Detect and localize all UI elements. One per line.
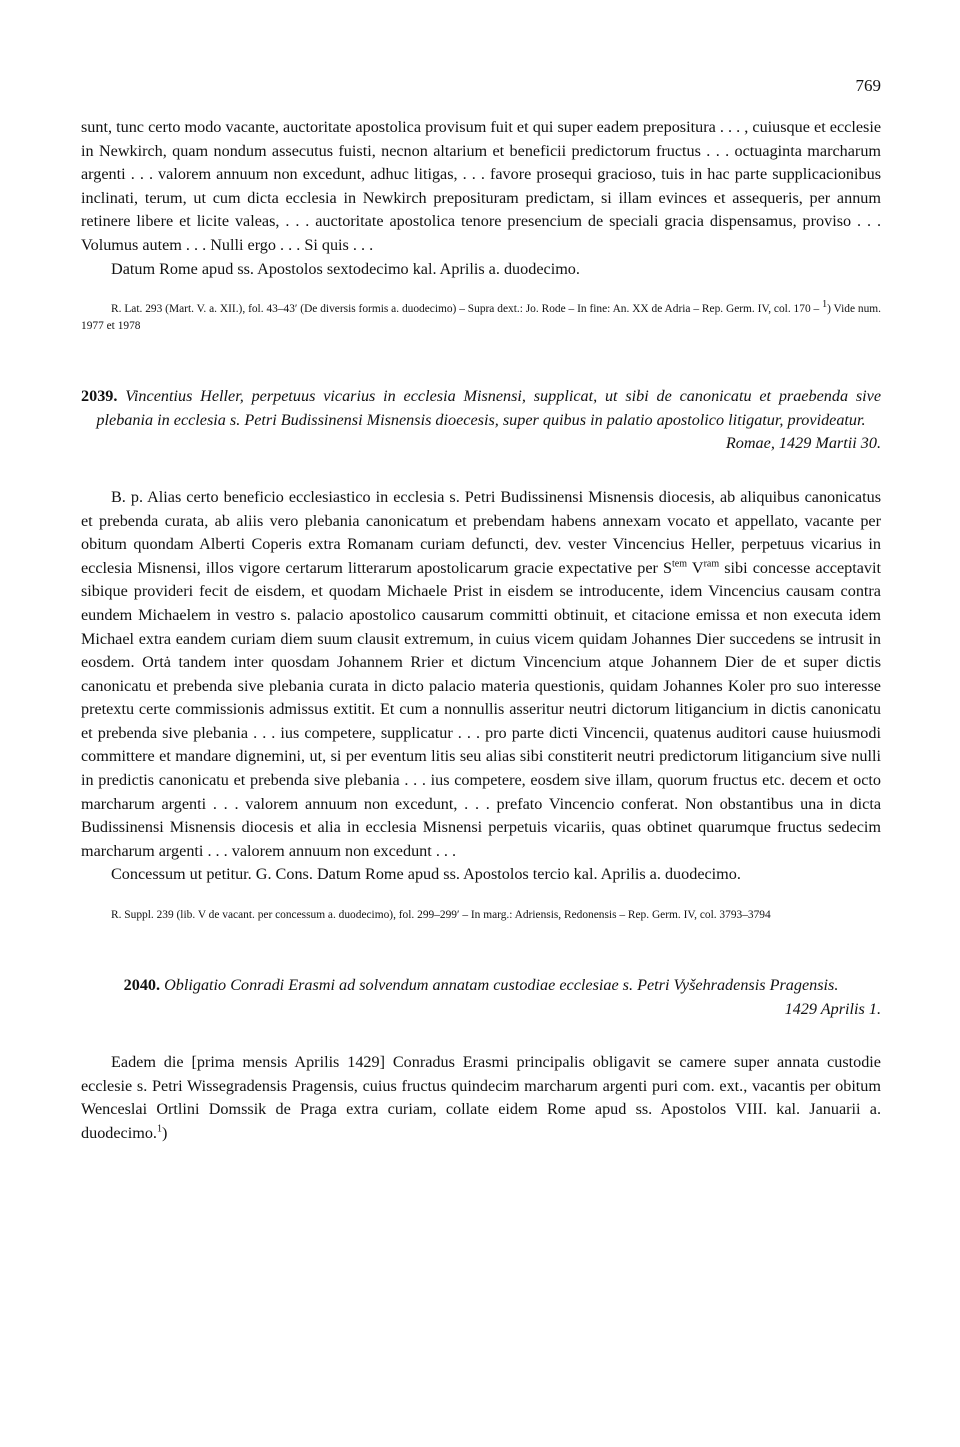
body-part-1: B. p. Alias certo beneficio ecclesiastico in ecclesia s. Petri Budissinensi Misnensis diocesis, ab aliquibus canonicatus et prebenda curata, ab aliis vero plebania canonicatum et prebendam habens annexam vocato et appellato, vacante per obitum quondam Alberti Coperis extra Romanam curiam defuncti, dev. vester Vincencius Heller, perpetuus vicarius in ecclesia Misnensi, illos vigore certarum litterarum apostolicarum gracie expectative per S [81,487,881,577]
entry-body [81,1051,881,1145]
footnote-ref-mark: 1 [156,1123,162,1135]
body-mid: V [687,558,704,577]
entry-2039 [81,385,881,924]
entry-heading [81,974,881,998]
entry-date: 1429 Aprilis 1. [784,999,881,1018]
entry-date: Romae, 1429 Martii 30. [725,434,881,453]
page-number: 769 [855,76,881,95]
footnote-ref-mark: 1 [822,299,828,311]
entry-body [81,486,881,864]
document-page [81,76,881,1146]
continuation-text: sunt, tunc certo modo vacante, auctoritate apostolica provisum fuit et qui super eadem prepositura . . . , cuiusque et ecclesie in Newkirch, quam nondum assecutus fuisti, necnon altarium et beneficii predictorum fructus . . . octuaginta marcharum argenti . . . valorem annuum non excedunt, adhuc litigas, . . . favore prosequi gracioso, tuis in hac parte supplicacionibus inclinati, terum, ut cum dicta ecclesia in Newkirch preposituram predictam, si illam evinces et assequeris, per annum retinere libere et licite valeas, . . . auctoritate apostolica tenore presencium de speciali gracia dispensamus, proviso . . . Volumus autem . . . Nulli ergo . . . Si quis . . . [81,118,881,254]
entry-summary: Vincentius Heller, perpetuus vicarius in ecclesia Misnensi, supplicat, ut sibi de canonicatu et praebenda sive plebania in ecclesia s. Petri Budissinensi Misnensis dioecesis, super quibus in palatio apostolico litigatur, provideatur. [96,387,882,429]
footnote-ref-tail: ) [161,1124,168,1142]
entry-dateline: Concessum ut petitur. G. Cons. Datum Rome apud ss. Apostolos tercio kal. Aprilis a. duodecimo. [111,865,741,884]
entry-heading [81,385,881,432]
continuation-section [81,116,881,335]
entry-number: 2039. [81,387,118,406]
footnote-text: R. Suppl. 239 (lib. V de vacant. per concessum a. duodecimo), fol. 299–299′ – In marg.: Adriensis, Redonensis – Rep. Germ. IV, col. 3793–3794 [111,909,771,922]
continuation-dateline: Datum Rome apud ss. Apostolos sextodecimo kal. Aprilis a. duodecimo. [111,259,580,278]
body-text: Eadem die [prima mensis Aprilis 1429] Conradus Erasmi principalis obligavit se camere super annata custodie ecclesie s. Petri Wissegradensis Pragensis, cuius fructus quindecim marcharum argenti puri com. ext., vacantis per obitum Wenceslai Ortlini Domssik de Praga extra curiam, collate eidem Rome apud ss. Apostolos VIII. kal. Januarii a. duodecimo. [81,1053,881,1142]
entry-footnote [81,907,881,924]
footnote-text: R. Lat. 293 (Mart. V. a. XII.), fol. 43–43′ (De diversis formis a. duodecimo) – Supra dext.: Jo. Rode – In fine: An. XX de Adria – Rep. Germ. IV, col. 170 – [111,303,823,316]
footnote-ref-tail: ) Vide num. 1977 et 1978 [81,303,881,333]
continuation-footnote [81,301,881,335]
entry-number: 2040. [123,976,161,995]
body-part-2: sibi concesse acceptavit sibique provideri fecit de eisdem, et quodam Michaele Prist in eisdem se introducente, idem Vincencius causam contra eundem Michaelem in vestro s. palacio apostolico causarum committi obtinuit, et citacione emissa et non executa idem Michael extra eandem curiam diem suum clausit extremum, in cuius vicem quidam Johannes Dier succedens se intrusit in eosdem. Ortȧ tandem inter quosdam Johannem Rrier et dictum Vincencium atque Johannem Dier de et super dictis canonicatu et prebenda sive plebania curata in dicto palacio materia questionis, quidam Johannes Koler pro suo interesse pretextu certe commissionis admissus extitit. Et cum a nonnullis asseritur neutri dictorum litigancium in dictis canonicatu et prebenda sive plebania . . . ius competere, supplicatur . . . pro parte dicti Vincencii, quatenus auditori cause huiusmodi committere et mandare dignemini, ut, si per eventum litis seu alias sibi constiterit neutri predictorum litigancium sive nulli in predictis canonicatu et prebenda sive plebania . . . ius competere, eosdem sive illam, quorum fructus etc. decem et octo marcharum argenti . . . valorem annuum non excedunt, . . . prefato Vincencio conferat. Non obstantibus una in dicta Budissinensi Misnensis diocesis et alia in ecclesia Misnensi perpetuis vicariis, quas obtinet quarumque fructus sedecim marcharum argenti . . . valorem annuum non excedunt . . . [81,558,881,860]
entry-summary: Obligatio Conradi Erasmi ad solvendum annatam custodiae ecclesiae s. Petri Vyšehradensis Pragensis. [164,976,839,995]
entry-2040 [81,974,881,1146]
superscript-tem: tem [672,558,688,570]
superscript-ram: ram [703,558,720,570]
